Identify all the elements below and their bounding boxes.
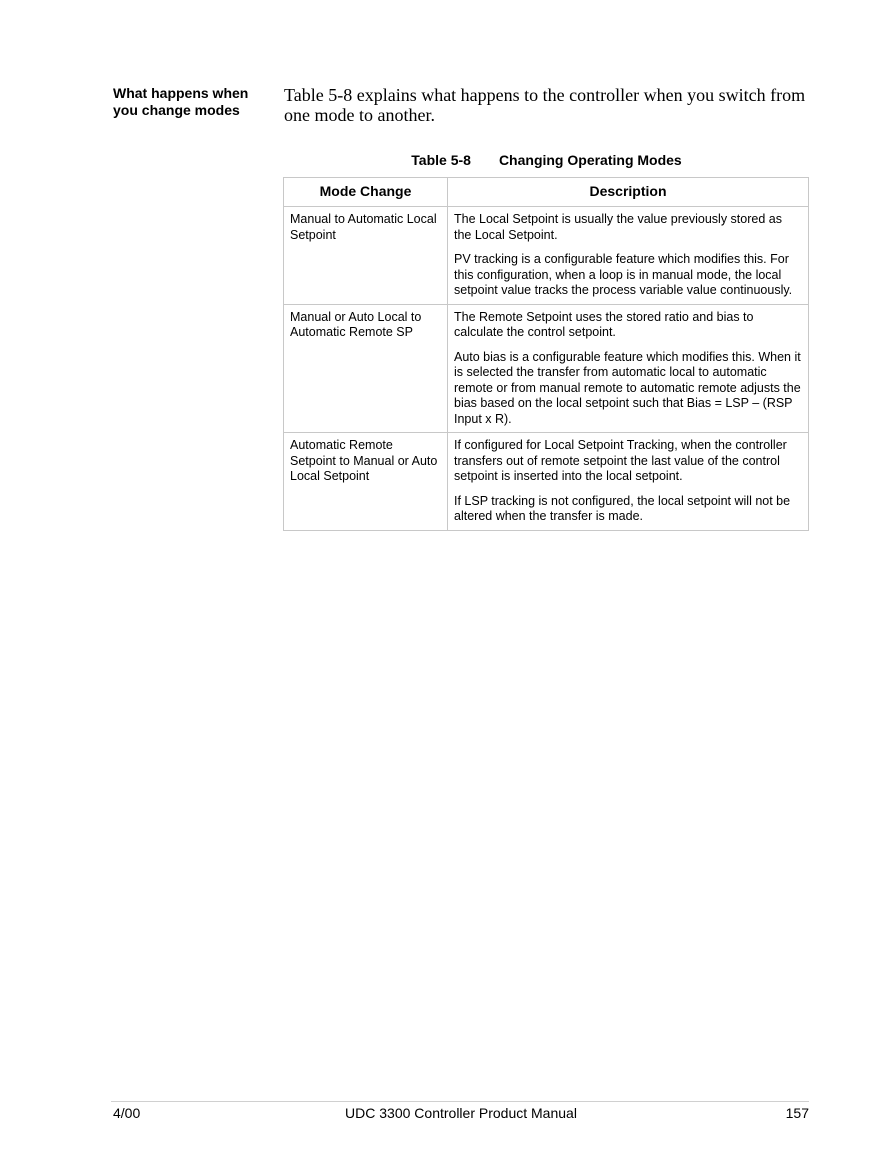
description-paragraph: The Remote Setpoint uses the stored ratio and bias to calculate the control setpoint. (454, 309, 754, 339)
description-paragraph: The Local Setpoint is usually the value previously stored as the Local Setpoint. (454, 212, 782, 242)
table-caption-number: Table 5-8 (411, 152, 471, 168)
mode-change-cell: Manual or Auto Local to Automatic Remote SP (284, 304, 448, 433)
description-paragraph: Auto bias is a configurable feature which modifies this. When it is selected the transfer from automatic local to automatic remote or from manual remote to automatic remote adjusts the bias based on the local setpoint such that Bias = LSP – (RSP Input x R). (454, 349, 801, 426)
header-description: Description (448, 178, 809, 207)
table-row (284, 304, 809, 433)
description-paragraph: If configured for Local Setpoint Tracking, when the controller transfers out of remote setpoint the last value of the control setpoint is inserted into the local setpoint. (454, 438, 787, 483)
footer-page-number: 157 (785, 1105, 809, 1121)
mode-change-cell: Automatic Remote Setpoint to Manual or Auto Local Setpoint (284, 433, 448, 531)
table-caption-title: Changing Operating Modes (498, 152, 682, 168)
table-caption (284, 152, 809, 169)
description-cell (448, 433, 809, 531)
intro-paragraph: Table 5-8 explains what happens to the controller when you switch from one mode to another. (284, 85, 806, 125)
footer-date: 4/00 (113, 1105, 141, 1121)
mode-change-cell: Manual to Automatic Local Setpoint (284, 207, 448, 305)
table-header-row (284, 178, 809, 207)
table-row (284, 433, 809, 531)
footer-divider (111, 1101, 809, 1102)
modes-table (283, 177, 809, 531)
description-cell (448, 304, 809, 433)
description-paragraph: If LSP tracking is not configured, the local setpoint will not be altered when the transfer is made. (454, 493, 791, 523)
footer-title: UDC 3300 Controller Product Manual (345, 1105, 577, 1121)
header-mode-change: Mode Change (284, 178, 448, 207)
description-cell (448, 207, 809, 305)
table-row (284, 207, 809, 305)
side-heading: What happens when you change modes (113, 85, 249, 118)
description-paragraph: PV tracking is a configurable feature which modifies this. For this configuration, when a loop is in manual mode, the local setpoint value tracks the process variable value continuously. (454, 252, 793, 297)
